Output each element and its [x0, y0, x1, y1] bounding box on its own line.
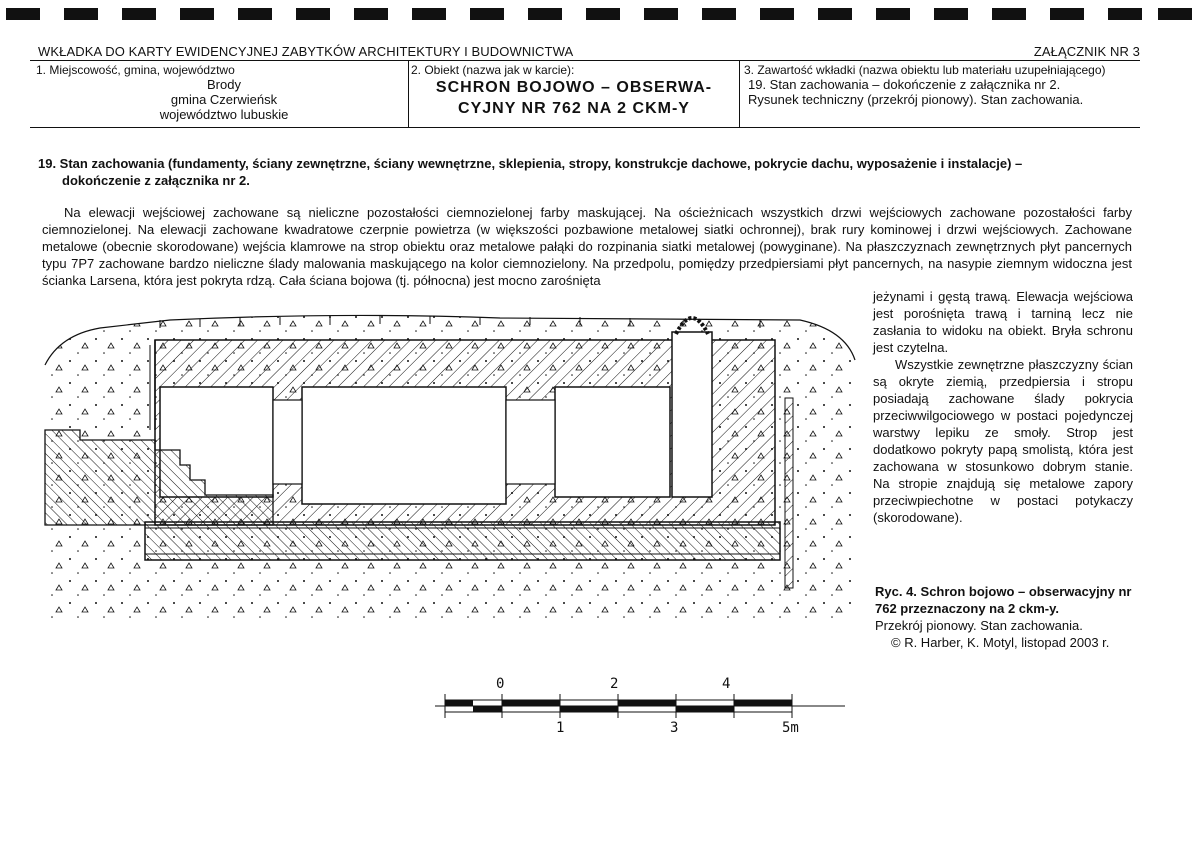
attachment-number: ZAŁĄCZNIK NR 3 — [1033, 44, 1140, 59]
section-title-line: dokończenie z załącznika nr 2. — [62, 173, 250, 188]
object-cell — [408, 61, 740, 127]
scale-label: 3 — [670, 720, 679, 736]
chamber-right — [555, 387, 670, 497]
object-label: 2. Obiekt (nazwa jak w karcie): — [411, 63, 575, 77]
scale-bar — [430, 670, 850, 750]
scale-label: 4 — [722, 676, 731, 692]
scale-label: 5m — [782, 720, 799, 736]
chamber-middle — [302, 387, 506, 504]
contents-label: 3. Zawartość wkładki (nazwa obiektu lub materiału uzupełniającego) — [744, 63, 1106, 77]
cross-section-drawing — [40, 290, 865, 625]
contents-line: 19. Stan zachowania – dokończenie z załącznika nr 2. — [748, 77, 1061, 92]
scale-label: 1 — [556, 720, 565, 736]
locality-label: 1. Miejscowość, gmina, województwo — [36, 63, 235, 77]
section-title — [38, 155, 1138, 189]
caption-copyright: © R. Harber, K. Motyl, listopad 2003 r. — [891, 635, 1110, 650]
caption-subtitle: Przekrój pionowy. Stan zachowania. — [875, 618, 1083, 633]
side-paragraph: jeżynami i gęstą trawą. Elewacja wejściowa jest porośnięta trawą i tarniną lecz nie zasłania to widoku na obiekt. Bryła schronu jest czytelna. — [873, 289, 1133, 355]
object-name-line: SCHRON BOJOWO – OBSERWA- — [435, 79, 713, 96]
scale-label: 2 — [610, 676, 619, 692]
larsen-wall — [785, 398, 793, 588]
header-table — [30, 60, 1140, 128]
figure-caption — [875, 583, 1139, 651]
locality-line: województwo lubuskie — [159, 107, 289, 122]
top-edge-marks — [0, 8, 1199, 22]
form-header — [38, 44, 1140, 59]
locality-line: Brody — [207, 77, 241, 92]
locality-cell — [34, 61, 406, 127]
observation-shaft — [672, 332, 712, 497]
side-paragraph: Wszystkie zewnętrzne płaszczyzny ścian są okryte ziemią, przedpiersia i stropu posiadają zachowane ślady pokrycia przeciwwilgociowego w postaci pojedynczej warstwy lepiku ze smoły. Strop jest dodatkowo pokryty papą smolistą, która jest zachowana w stosunkowo dobrym stanie. Na stropie znajdują się metalowe zapory przeciwpiechotne w postaci potykaczy (skorodowane). — [873, 357, 1133, 525]
locality-line: gmina Czerwieńsk — [170, 92, 278, 107]
section-title-line: 19. Stan zachowania (fundamenty, ściany zewnętrzne, ściany wewnętrzne, sklepienia, stropy, konstrukcje dachowe, pokrycie dachu, wyposażenie i instalacje) – — [38, 156, 1023, 171]
passage — [273, 400, 302, 484]
contents-cell — [742, 61, 1140, 127]
contents-line: Rysunek techniczny (przekrój pionowy). Stan zachowania. — [748, 92, 1084, 107]
object-name-line: CYJNY NR 762 NA 2 CKM-Y — [458, 100, 690, 117]
form-title: WKŁADKA DO KARTY EWIDENCYJNEJ ZABYTKÓW ARCHITEKTURY I BUDOWNICTWA — [38, 44, 574, 59]
scale-label: 0 — [496, 676, 505, 692]
intro-paragraph: Na elewacji wejściowej zachowane są nieliczne pozostałości ciemnozielonej farby maskującej. Na ościeżnicach wszystkich drzwi wejściowych zachowane pozostałości farby ciemnozielonej. Na elewacji zachowane kwadratowe czerpnie powietrza (w większości pozbawione metalowej siatki ochronnej), brak rury kominowej i drzwi wejściowych. Zachowane metalowe (obecnie skorodowane) wejścia klamrowe na strop obiektu oraz metalowe pałąki do rozpinania siatki metalowej (powyginane). Na płaszczyznach zewnętrznych płyt pancernych typu 7P7 zachowane bardzo nieliczne ślady malowania maskującego na kolor ciemnozielony. Na przedpolu, pomiędzy przedpiersiami płyt pancernych, na nasypie ziemnym widoczna jest ścianka Larsena, która jest pokryta rdzą. Cała ściana bojowa (tj. północna) jest mocno zarośnięta — [42, 205, 1132, 288]
caption-title: Ryc. 4. Schron bojowo – obserwacyjny nr 762 przeznaczony na 2 ckm-y. — [875, 584, 1132, 616]
passage — [506, 400, 555, 484]
side-text — [873, 288, 1133, 526]
